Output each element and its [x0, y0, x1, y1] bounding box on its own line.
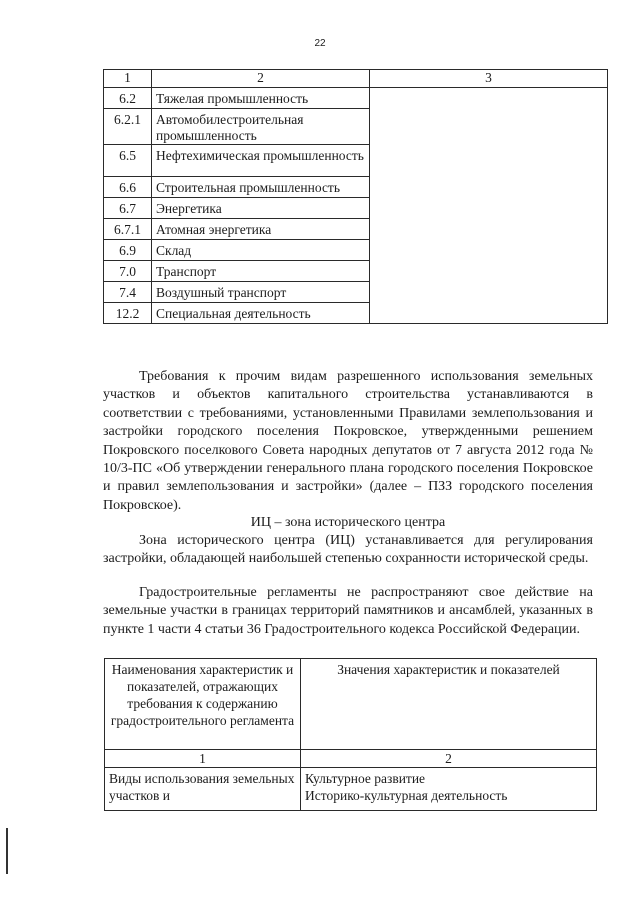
use-name: Склад: [152, 240, 370, 261]
table-row: [105, 768, 597, 811]
row-values: [301, 768, 597, 811]
table-row: [104, 88, 608, 109]
use-code: 6.2.1: [104, 109, 152, 145]
use-name: Энергетика: [152, 198, 370, 219]
use-name: Воздушный транспорт: [152, 282, 370, 303]
use-code: 6.5: [104, 145, 152, 177]
use-code: 6.6: [104, 177, 152, 198]
use-name: Тяжелая промышленность: [152, 88, 370, 109]
land-use-table: [103, 69, 608, 324]
use-code: 6.9: [104, 240, 152, 261]
page-number: 22: [314, 38, 326, 49]
zone-characteristics-table: [104, 658, 597, 811]
characteristics-header: Наименования характеристик и показателей, отражающих требования к содержанию градостроительного регламента: [105, 659, 301, 750]
zone-description-paragraph: Зона исторического центра (ИЦ) устанавливается для регулирования застройки, обладающей наибольшей степенью сохранности исторической среды.: [103, 533, 593, 567]
column-header: 1: [104, 70, 152, 88]
use-name: Строительная промышленность: [152, 177, 370, 198]
use-code: 7.0: [104, 261, 152, 282]
table-number-row: [105, 750, 597, 768]
value-item: Историко-культурная деятельность: [305, 788, 508, 803]
use-name: Атомная энергетика: [152, 219, 370, 240]
column-header: 2: [152, 70, 370, 88]
use-name: Автомобилестроительная промышленность: [152, 109, 370, 145]
requirements-paragraph: Требования к прочим видам разрешенного использования земельных участков и объектов капитального строительства устанавливаются в соответствии с требованиями, установленными Правилами землепользования и застройки городского поселения Покровское, утвержденными решением Покровского поселкового Совета народных депутатов от 7 августа 2012 года № 10/3-ПС «Об утверждении генерального плана городского поселения Покровское и правил землепользования и застройки» (далее – ПЗЗ городского поселения Покровское).: [103, 369, 593, 513]
column-number: 1: [105, 750, 301, 768]
row-label: Виды использования земельных участков и: [105, 768, 301, 811]
use-code: 6.7: [104, 198, 152, 219]
value-item: Культурное развитие: [305, 771, 426, 786]
column-header: 3: [370, 70, 608, 88]
values-header: Значения характеристик и показателей: [301, 659, 597, 750]
use-name: Транспорт: [152, 261, 370, 282]
empty-cell: [370, 88, 608, 324]
use-name: Нефтехимическая промышленность: [152, 145, 370, 177]
use-code: 6.7.1: [104, 219, 152, 240]
table-header-row: [104, 70, 608, 88]
use-code: 12.2: [104, 303, 152, 324]
use-code: 6.2: [104, 88, 152, 109]
table-header-row: [105, 659, 597, 750]
section-heading: ИЦ – зона исторического центра: [250, 515, 446, 530]
column-number: 2: [301, 750, 597, 768]
use-code: 7.4: [104, 282, 152, 303]
margin-mark: [6, 828, 8, 874]
use-name: Специальная деятельность: [152, 303, 370, 324]
regulations-paragraph: Градостроительные регламенты не распространяют свое действие на земельные участки в границах территорий памятников и ансамблей, указанных в пункте 1 части 4 статьи 36 Градостроительного кодекса Российской Федерации.: [103, 585, 593, 637]
